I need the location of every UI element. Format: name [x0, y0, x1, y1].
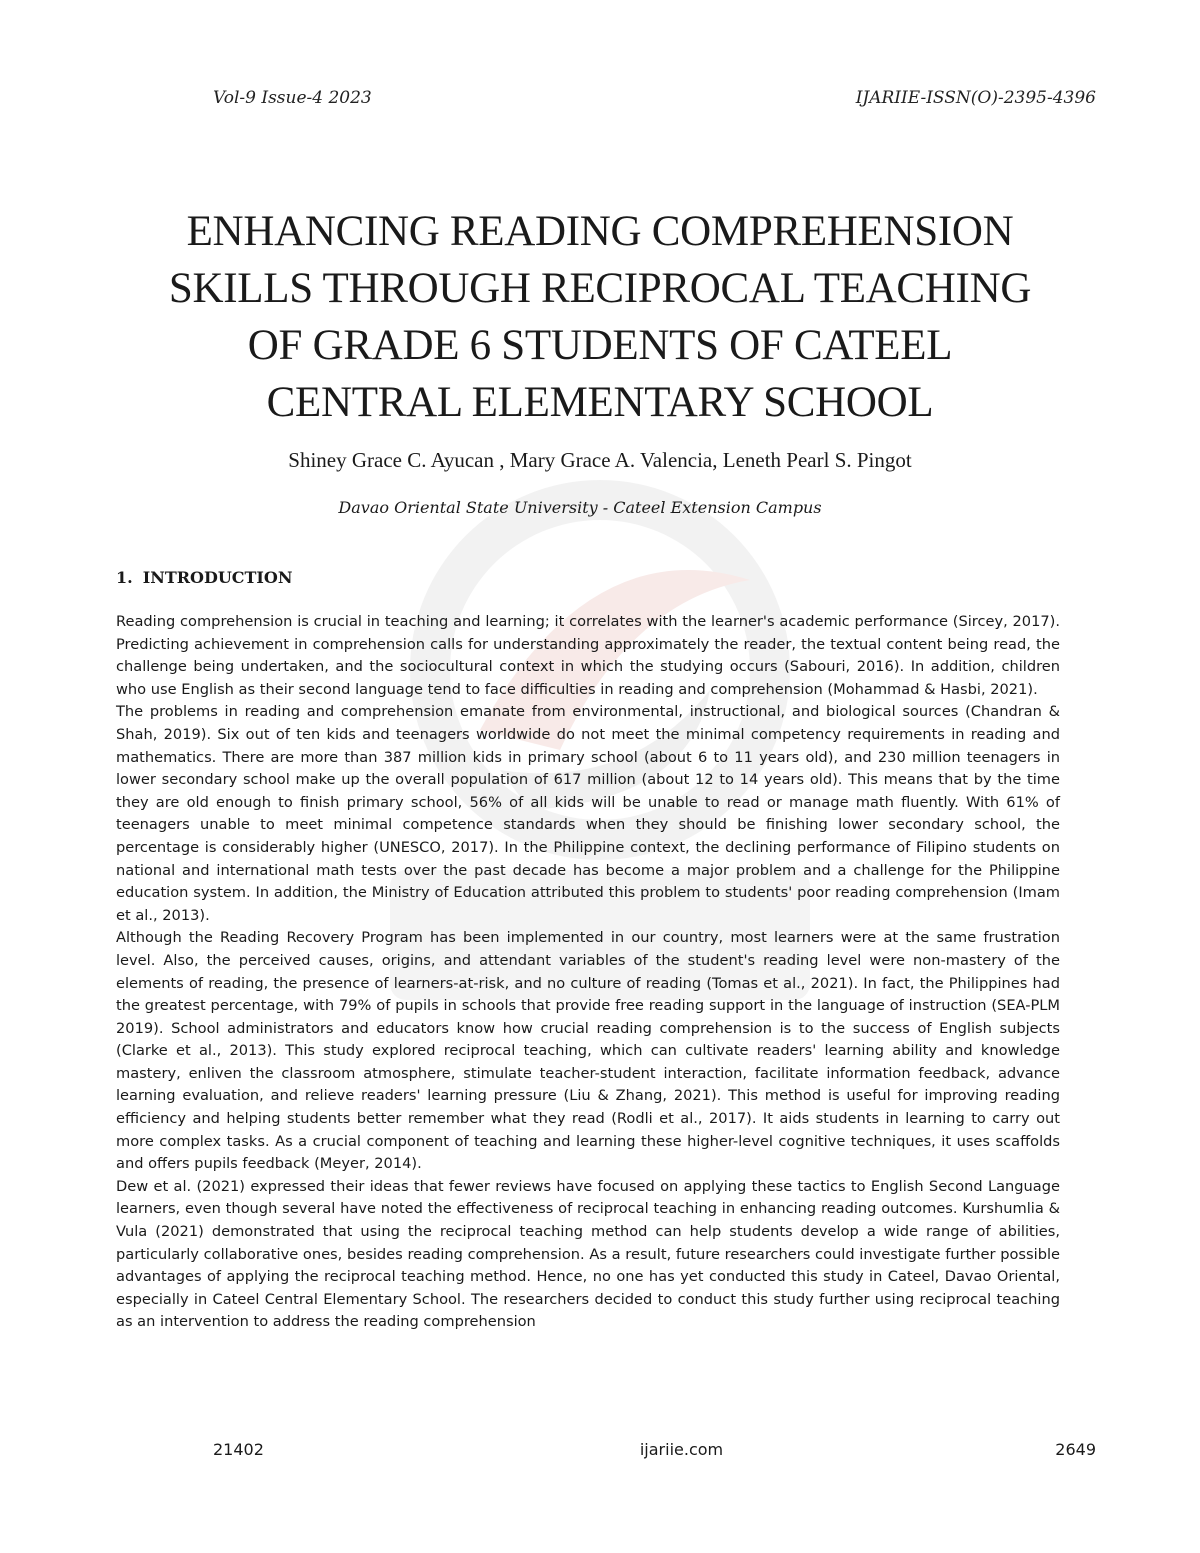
page-number: 2649 [1055, 1440, 1096, 1459]
paragraph: Although the Reading Recovery Program has been implemented in our country, most learners were at the same frustration level. Also, the perceived causes, origins, and attendant variables of the student's reading level were non-mastery of the elements of reading, the presence of learners-at-risk, and no culture of reading (Tomas et al., 2021). In fact, the Philippines had the greatest percentage, with 79% of pupils in schools that provide free reading support in the language of instruction (SEA-PLM 2019). School administrators and educators know how crucial reading comprehension is to the success of English subjects (Clarke et al., 2013). This study explored reciprocal teaching, which can cultivate readers' learning ability and knowledge mastery, enliven the classroom atmosphere, stimulate teacher-student interaction, facilitate information feedback, advance learning evaluation, and relieve readers' learning pressure (Liu & Zhang, 2021). This method is useful for improving reading efficiency and helping students better remember what they read (Rodli et al., 2017). It aids students in learning to carry out more complex tasks. As a crucial component of teaching and learning these higher-level cognitive techniques, it uses scaffolds and offers pupils feedback (Meyer, 2014). [116, 929, 1060, 1173]
title-line: OF GRADE 6 STUDENTS OF CATEEL [247, 322, 953, 369]
paragraph: Dew et al. (2021) expressed their ideas that fewer reviews have focused on applying these tactics to English Second Language learners, even though several have noted the effectiveness of reciprocal teaching in enhancing reading outcomes. Kurshumlia & Vula (2021) demonstrated that using the reciprocal teaching method can help students develop a wide range of abilities, particularly collaborative ones, besides reading comprehension. As a result, future researchers could investigate further possible advantages of applying the reciprocal teaching method. Hence, no one has yet conducted this study in Cateel, Davao Oriental, especially in Cateel Central Elementary School. The researchers decided to conduct this study further using reciprocal teaching as an intervention to address the reading comprehension [116, 1177, 1060, 1331]
title-line: SKILLS THROUGH RECIPROCAL TEACHING [168, 265, 1032, 312]
section-number: 1. [116, 568, 133, 587]
paragraph: The problems in reading and comprehension emanate from environmental, instructional, and biological sources (Chandran & Shah, 2019). Six out of ten kids and teenagers worldwide do not meet the minimal competency requirements in reading and mathematics. There are more than 387 million kids in primary school (about 6 to 11 years old), and 230 million teenagers in lower secondary school make up the overall population of 617 million (about 12 to 14 years old). This means that by the time they are old enough to finish primary school, 56% of all kids will be unable to read or manage math fluently. With 61% of teenagers unable to meet minimal competence standards when they should be finishing lower secondary school, the percentage is considerably higher (UNESCO, 2017). In the Philippine context, the declining performance of Filipino students on national and international math tests over the past decade has become a major problem and a challenge for the Philippine education system. In addition, the Ministry of Education attributed this problem to students' poor reading comprehension (Imam et al., 2013). [116, 703, 1060, 924]
issn: IJARIIE-ISSN(O)-2395-4396 [855, 88, 1096, 108]
title-line: ENHANCING READING COMPREHENSION [186, 208, 1014, 255]
section-title: INTRODUCTION [142, 568, 293, 587]
site-name: ijariie.com [639, 1440, 724, 1459]
running-header [213, 88, 1096, 114]
running-footer [213, 1440, 1096, 1466]
volume-issue: Vol-9 Issue-4 2023 [213, 88, 372, 108]
paper-id: 21402 [213, 1440, 264, 1459]
paragraph: Reading comprehension is crucial in teaching and learning; it correlates with the learner's academic performance (Sircey, 2017). Predicting achievement in comprehension calls for understanding approximately the reader, the textual content being read, the challenge being undertaken, and the sociocultural context in which the studying occurs (Sabouri, 2016). In addition, children who use English as their second language tend to face difficulties in reading and comprehension (Mohammad & Hasbi, 2021). [116, 613, 1060, 698]
body-text [116, 611, 1060, 1334]
title-line: CENTRAL ELEMENTARY SCHOOL [266, 379, 934, 426]
section-heading [116, 568, 292, 587]
affiliation: Davao Oriental State University - Cateel Extension Campus [338, 498, 822, 517]
paper-title [60, 203, 1140, 431]
author-list: Shiney Grace C. Ayucan , Mary Grace A. Valencia, Leneth Pearl S. Pingot [288, 448, 912, 472]
